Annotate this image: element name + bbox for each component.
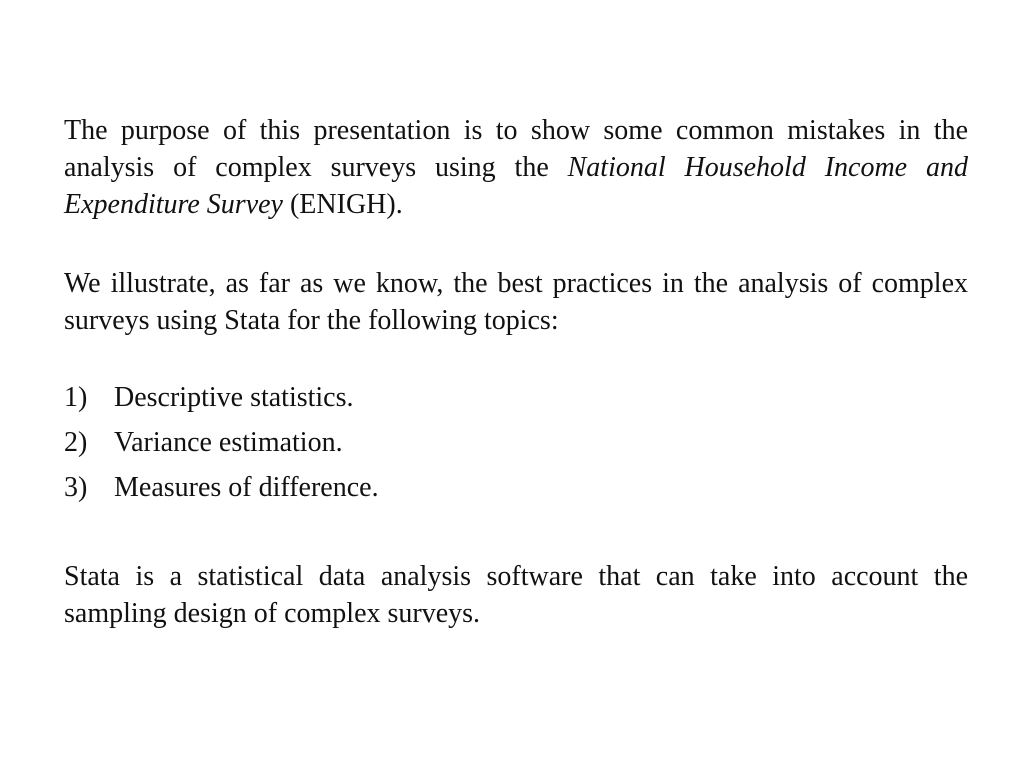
topic-label: Measures of difference. xyxy=(114,472,379,503)
topic-item xyxy=(64,469,968,514)
topic-number: 1) xyxy=(64,382,88,413)
survey-name: National Household Income and Expenditure Survey xyxy=(64,152,968,220)
topic-list xyxy=(64,379,968,514)
closing-paragraph: Stata is a statistical data analysis software that can take into account the sampling design of complex surveys. xyxy=(64,561,968,629)
topic-number: 3) xyxy=(64,472,88,503)
intro-text-end: (ENIGH). xyxy=(282,189,403,220)
illustrate-paragraph: We illustrate, as far as we know, the best practices in the analysis of complex surveys using Stata for the following topics: xyxy=(64,268,968,336)
topic-item xyxy=(64,379,968,424)
topic-item xyxy=(64,424,968,469)
slide-content xyxy=(64,112,968,632)
topic-number: 2) xyxy=(64,427,88,458)
topic-label: Variance estimation. xyxy=(114,427,343,458)
intro-paragraph xyxy=(64,112,968,223)
intro-text-start: The purpose of this presentation is to show some common mistakes in the analysis of complex surveys using the xyxy=(64,115,968,183)
topic-label: Descriptive statistics. xyxy=(114,382,354,413)
